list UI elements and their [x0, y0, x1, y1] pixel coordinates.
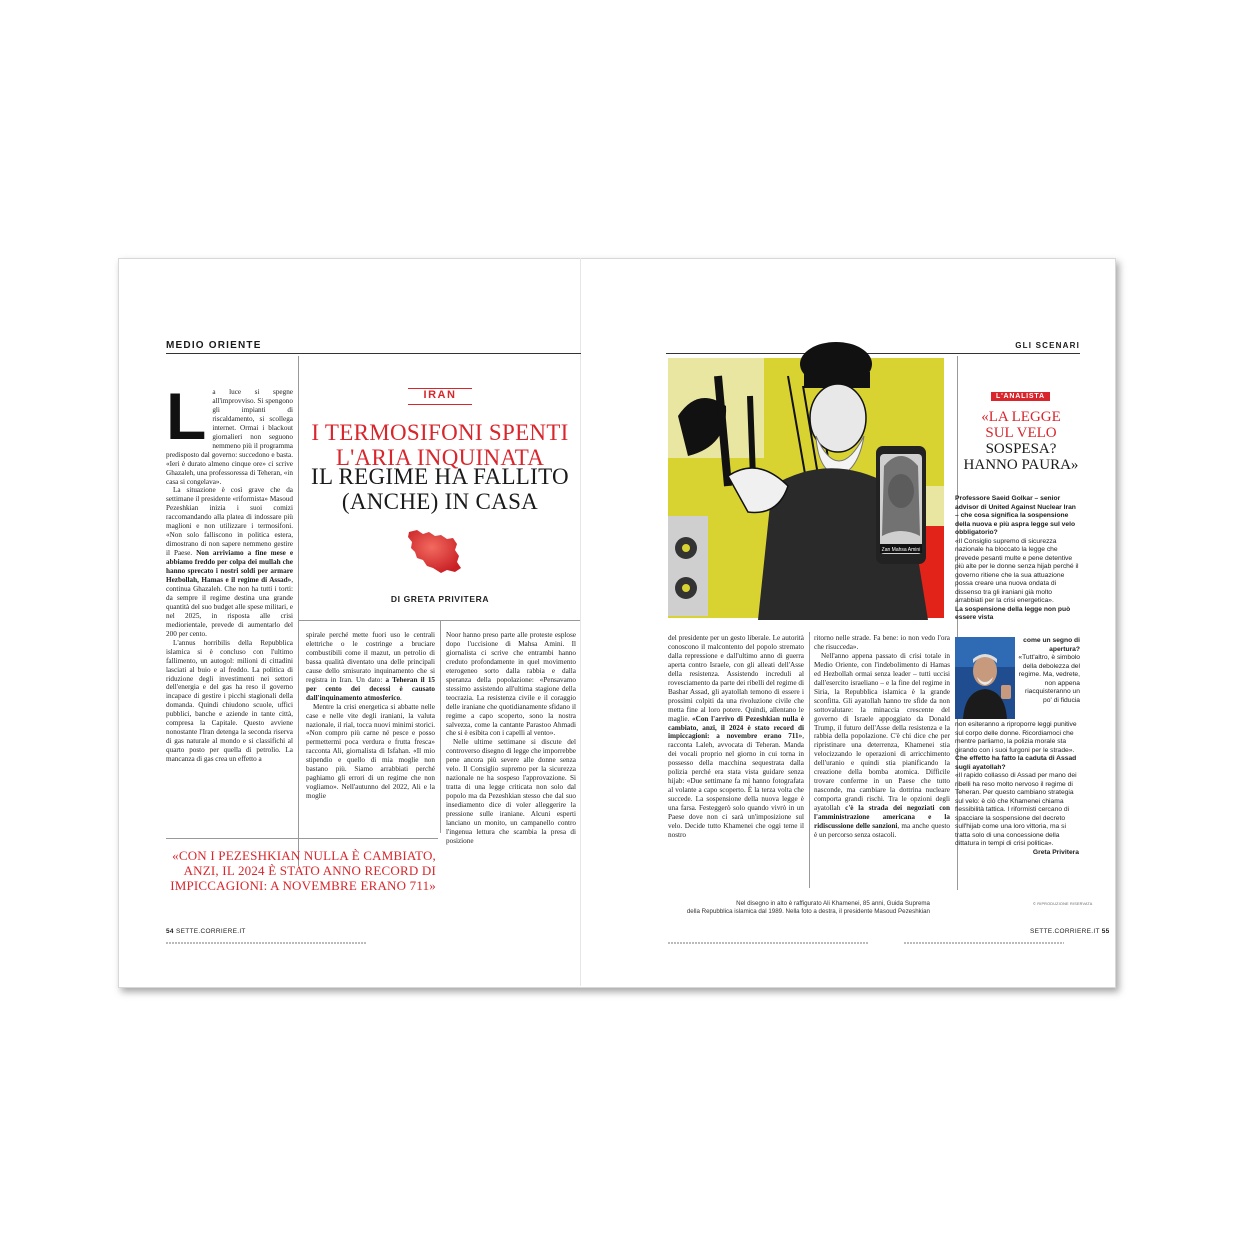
paragraph: L'annus horribilis della Repubblica islamica si è concluso con l'ultimo fallimento, un autogol: milioni di cittadini lasciati al buio e al freddo. La politica di riduzione degli investimenti nei settori dell'energia e del gas ha reso il governo incapace di gestire i picchi stagionali della domanda. Quindi chiudono scuole, uffici pubblici, banche e aziende in tante città, compresa la Capitale. Questo avviene nonostante l'Iran detenga la seconda riserva di gas naturale al mondo e si classifichi al quarto posto per quella di petrolio. La mancanza di gas crea un effetto a — [166, 638, 293, 764]
folio-left: 54 SETTE.CORRIERE.IT — [166, 928, 246, 935]
paragraph: Nelle ultime settimane si discute del controverso disegno di legge che imporrebbe pene ancora più severe alle donne senza velo. Il Consiglio supremo per la sicurezza nazionale ne ha sospeso l'approvazione. Si tratta di una legge criticata non solo dal popolo ma da Pezeshkian stesso che dal suo insediamento dice di voler alleggerire la pressione sulle iraniane. Alcuni esperti lanciano un monito, un campanello contro l'ingenua lettura che scambia la presa di posizione — [446, 738, 576, 845]
signature: Greta Privitera — [1032, 848, 1079, 856]
sidebar-headline-red: «LA LEGGE SUL VELO — [981, 409, 1061, 441]
pull-quote: «CON I PEZESHKIAN NULLA È CAMBIATO, ANZI, IL 2024 È STATO ANNO RECORD DI IMPICCAGIONI: A NOVEMBRE ERANO 711» — [170, 848, 436, 893]
body-column-2 — [306, 631, 435, 831]
headline-black: IL REGIME HA FALLITO (ANCHE) IN CASA — [311, 464, 569, 514]
answer: «Il Consiglio supremo di sicurezza nazionale ha bloccato la legge che prevede pesanti multe e pene detentive più alte per le donne senza hijab perché il governo ritiene che la sua attuazione possa creare una nuova ondata di dissenso tra gli iraniani già molto arrabbiati per la crisi energetica». — [955, 537, 1079, 604]
page-fold — [580, 258, 581, 986]
paragraph: del presidente per un gesto liberale. Le autorità conoscono il malcontento del popolo stremato dalla repressione e dall'ultimo anno di guerra aperta contro Israele, con gli alleati dell'Asse della resistenza. Assistendo increduli al rovesciamento da parte dei ribelli del regime di Bashar Assad, gli ayatollah temono di essere i prossimi colpiti da una rivoluzione civile che metta fine al loro potere. Quindi, allentano le maglie. «Con l'arrivo di Pezeshkian nulla è cambiato, anzi, il 2024 è stato record di impiccagioni: a novembre erano 711», racconta Laleh, avvocata di Teheran. Manda dei vocali proprio nel giorno in cui torna in possesso della macchina sequestrata dalla polizia perché era stata vista guidare senza hijab: «Due settimane fa mi hanno fotografata al volante a capo scoperto. È la terza volta che succede. La sospensione della nuova legge è una farsa. Festeggerò solo quando vivrò in un Paese dove non ci sarà un'imposizione sul velo. Decide tutto Khamenei che oggi teme il nostro — [668, 634, 804, 839]
photo-caption: Nel disegno in alto è raffigurato Ali Khamenei, 85 anni, Guida Suprema della Repubblica islamica dal 1989. Nella foto a destra, il presidente Masoud Pezeshkian — [686, 900, 930, 915]
header-rule-left — [166, 353, 581, 354]
paragraph: La situazione è così grave che da settimane il presidente «riformista» Masoud Pezeshkian inizia i suoi comizi raccomandando alla platea di indossare più maglioni e non utilizzare i termosifoni. «Non solo falliscono in politica estera, dimostrano di non sapere nemmeno gestire il Paese. Non arriviamo a fine mese e abbiamo freddo per colpa dei mullah che hanno sprecato i nostri soldi per armare Hezbollah, Hamas e il regime di Assad», continua Ghazaleh. Che non ha tutti i torti: da sempre il regime destina una grande quantità del suo budget alle spese militari, e nel 2025, in risposta alle crisi mediorientale, prevede di aumentarlo del 200 per cento. — [166, 486, 293, 638]
body-column-3 — [446, 631, 576, 887]
folio-right: SETTE.CORRIERE.IT 55 — [1030, 928, 1110, 935]
answer: «Il rapido collasso di Assad per mano dei ribelli ha reso molto nervoso il regime di Teheran. Per questo cambiano strategia sul velo: è ciò che Khamenei chiama flessibilità tattica. I riformisti cercano di spacciare la sospensione del decreto sull'hijab come una loro vittoria, ma si tratta solo di una concessione della dittatura in tempi di crisi politica». — [955, 772, 1077, 847]
paragraph: Noor hanno preso parte alle proteste esplose dopo l'uccisione di Mahsa Amini. Il giornalista ci scrive che entrambi hanno creduto profondamente in quel movimento eterogeneo sorto dalla rabbia e dalla speranza della popolazione: «Pensavamo stessimo assistendo all'ultima stagione della teocrazia. La resistenza civile e il coraggio delle iraniane che quotidianamente sfidano il regime a capo scoperto, sono la nostra salvezza, come la cantante Parastoo Ahmadi che si è esibita con i capelli al vento». — [446, 631, 576, 738]
analyst-tag: L'ANALISTA — [991, 392, 1050, 401]
paragraph: spirale perché mette fuori uso le centrali elettriche o le costringe a bruciare combustibili come il mazut, un petrolio di bassa qualità diventato una delle principali cause dello smisurato inquinamento che si registra in Iran. Un dato: a Teheran il 15 per cento dei decessi è causato dall'inquinamento atmosferico. — [306, 631, 435, 702]
kicker-label: IRAN — [423, 389, 457, 401]
body-column-1 — [166, 388, 293, 860]
sidebar-interview-beside-photo — [1018, 637, 1080, 717]
sidebar-headline-black: SOSPESA? HANNO PAURA» — [963, 441, 1079, 473]
print-slug — [166, 942, 366, 944]
column-divider — [440, 621, 441, 833]
column-divider — [809, 632, 810, 888]
paragraph: a luce si spegne all'improvviso. Si spengono gli impianti di riscaldamento, si scollega internet. Ormai i blackout giornalieri non seguono nemmeno più il programma predisposto dal governo: succedono e basta. «Ieri è durato almeno cinque ore» ci scrive Ghazaleh, una professoressa di Teheran, «in casa si congelava». — [166, 388, 293, 486]
print-slug — [668, 942, 868, 944]
answer: «Tutt'altro, è simbolo della debolezza del regime. Ma, vedrete, non appena riacquisteranno un po' di fiducia — [1018, 654, 1080, 704]
copyright-credit: © RIPRODUZIONE RISERVATA — [1033, 902, 1093, 906]
paragraph: ritorno nelle strade. Fa bene: io non vedo l'ora che risucceda». — [814, 634, 950, 651]
answer: non esiteranno a riproporre leggi punitive sul corpo delle donne. Ricordiamoci che mentre parliamo, la polizia morale sta girando con i suoi furgoni per le strade». — [955, 721, 1077, 754]
question: Professore Saeid Golkar – senior advisor di United Against Nuclear Iran – che cosa significa la sospensione della nuova e più aspra legge sul velo obbligatorio? — [955, 495, 1076, 536]
iran-map-icon — [405, 528, 463, 576]
body-column-4 — [668, 634, 804, 888]
pullquote-rule — [166, 838, 438, 839]
question: come un segno di apertura? — [1023, 637, 1080, 653]
byline: DI GRETA PRIVITERA — [390, 594, 490, 604]
section-label-right: GLI SCENARI — [1015, 341, 1080, 350]
body-column-5 — [814, 634, 950, 888]
phone-label: Zan Mahsa Amini — [881, 547, 921, 553]
column-divider — [298, 356, 299, 866]
question: La sospensione della legge non può essere vista — [955, 605, 1071, 621]
drop-cap: L — [166, 388, 207, 453]
section-label-left: MEDIO ORIENTE — [166, 340, 262, 351]
headline-red: I TERMOSIFONI SPENTI L'ARIA INQUINATA — [311, 420, 569, 470]
sidebar-interview-bottom — [955, 721, 1079, 883]
print-slug — [904, 942, 1064, 944]
khamenei-illustration — [668, 336, 956, 620]
question: Che effetto ha fatto la caduta di Assad sugli ayatollah? — [955, 755, 1077, 771]
kicker-rule — [408, 404, 472, 405]
paragraph: Nell'anno appena passato di crisi totale in Medio Oriente, con l'indebolimento di Hamas ed Hezbollah ormai senza leader – tutti uccisi dall'esercito israeliano – e la fine del regime in Siria, la Repubblica islamica è la grande sconfitta. Gli ayatollah hanno tre sfide da non sottovalutare: la minaccia crescente del governo di Israele appoggiato da Donald Trump, il futuro dell'Asse della resistenza e la rabbia della popolazione. C'è chi dice che per ripristinare una deterrenza, Khamenei stia velocizzando le operazioni di arricchimento dell'uranio e quindi stia pianificando la creazione della bomba atomica. Difficile trovare conferme in un Paese che tutto nasconde, ma cambiare la dottrina nucleare comporta grandi rischi. Tra le opzioni degli ayatollah c'è la strada dei negoziati con l'amministrazione americana e la ridiscussione delle sanzioni, ma anche questo è un percorso senza ostacoli. — [814, 651, 950, 839]
paragraph: Mentre la crisi energetica si abbatte nelle case e nelle vite degli iraniani, la valuta nazionale, il rial, tocca nuovi minimi storici. «Non compro più carne né pesce e posso permettermi poca verdura e frutta fresca» racconta Ali, giornalista di Isfahan. «Il mio stipendio e quello di mia moglie non bastano più. Siamo arrabbiati perché paghiamo gli errori di un regime che non vogliamo». Nell'autunno del 2022, Ali e la moglie — [306, 702, 435, 801]
sidebar-interview-top — [955, 495, 1079, 637]
pezeshkian-photo — [955, 637, 1015, 719]
